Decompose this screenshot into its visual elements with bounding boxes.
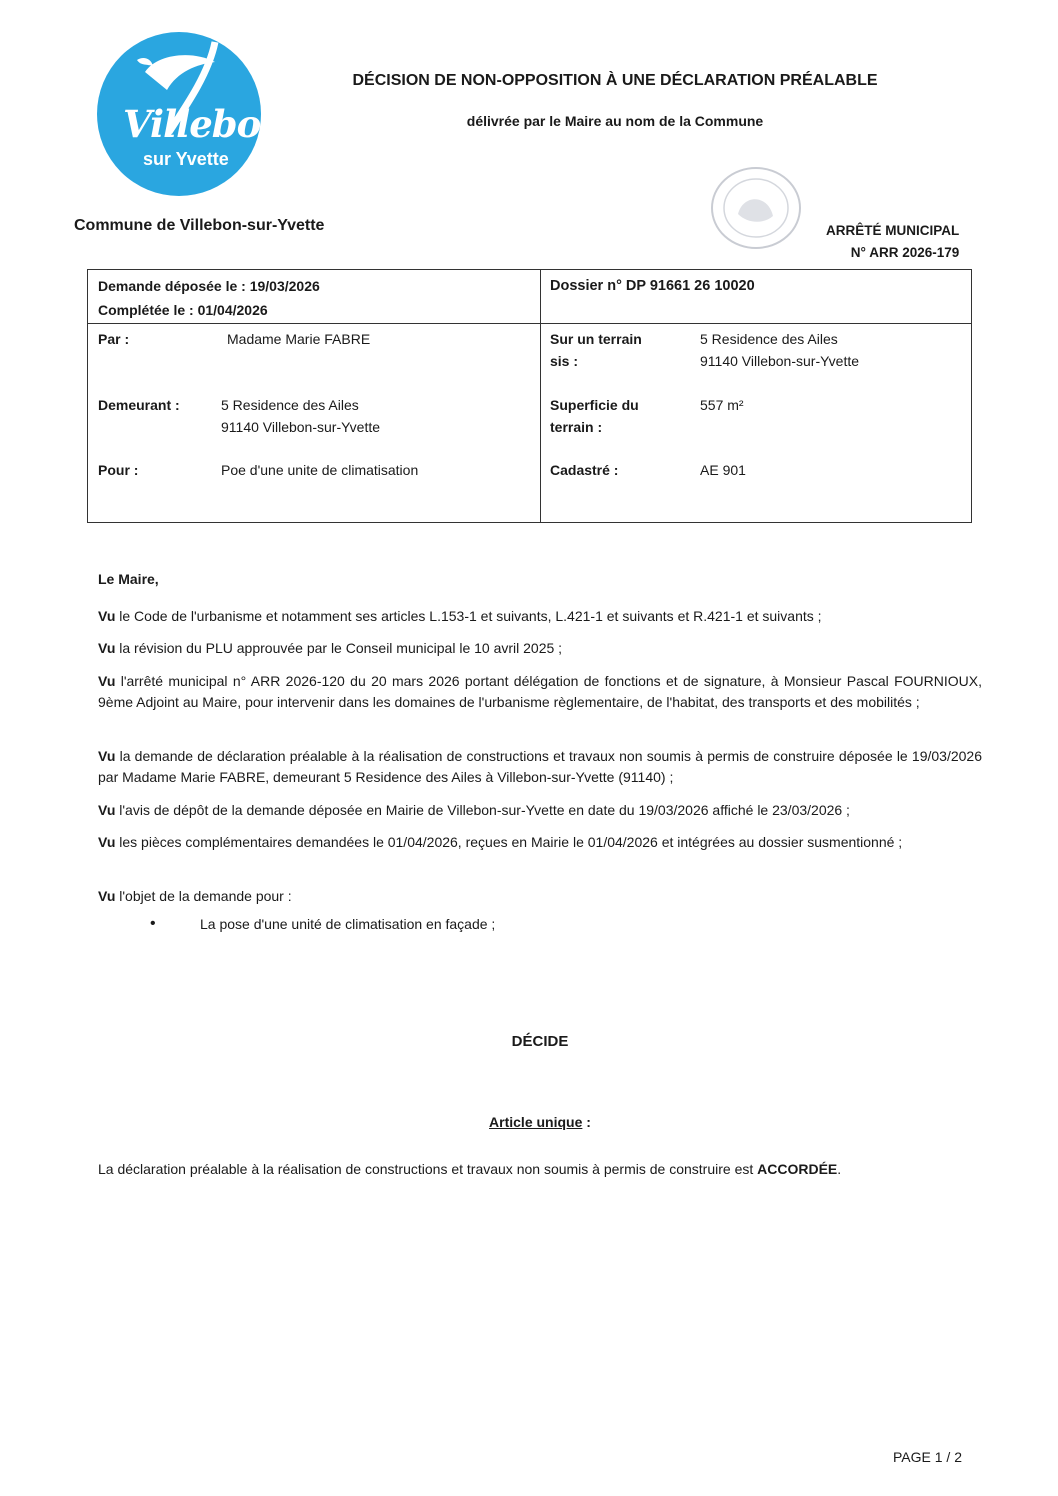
- terrain-address-line2: 91140 Villebon-sur-Yvette: [700, 353, 860, 369]
- pour-value: Poe d'une unite de climatisation: [221, 462, 419, 478]
- conclusion-text: La déclaration préalable à la réalisation de constructions et travaux non soumis à permis de construire est: [98, 1161, 758, 1177]
- vu-text: la demande de déclaration préalable à la réalisation de constructions et travaux non soumis à permis de construire déposée le 19/03/2026 par Madame Marie FABRE, demeurant 5 Residence des Ailes à Villebon-sur-Yvette (91140) ;: [98, 748, 982, 785]
- date-deposee: Demande déposée le : 19/03/2026: [98, 278, 320, 294]
- document-title: DÉCISION DE NON-OPPOSITION À UNE DÉCLARATION PRÉALABLE: [352, 72, 878, 89]
- vu-text: l'arrêté municipal n° ARR 2026-120 du 20 mars 2026 portant délégation de fonctions et de signature, à Monsieur Pascal FOURNIOUX, 9ème Adjoint au Maire, pour intervenir dans les domaines de l'urbanisme règlementaire, de l'habitat, des transports et des mobilités ;: [98, 673, 982, 710]
- terrain-label-line1: Sur un terrain: [550, 331, 642, 347]
- vu-keyword: Vu: [98, 802, 116, 818]
- vu-paragraph-5: [98, 800, 982, 821]
- terrain-address-line1: 5 Residence des Ailes: [700, 331, 838, 347]
- vu-keyword: Vu: [98, 608, 116, 624]
- superficie-value: 557 m²: [700, 397, 744, 413]
- logo-text-sur-yvette: sur Yvette: [143, 149, 229, 169]
- article-colon: :: [582, 1114, 591, 1130]
- terrain-address: [700, 328, 859, 372]
- vu-text: le Code de l'urbanisme et notamment ses articles L.153-1 et suivants, L.421-1 et suivants et R.421-1 et suivants ;: [115, 608, 822, 624]
- vu-paragraph-4: [98, 746, 982, 788]
- article-title: Article unique: [489, 1114, 583, 1130]
- demeurant-address: [221, 394, 380, 438]
- logo-text-villebon: Villebon: [123, 102, 287, 146]
- vu-text: les pièces complémentaires demandées le 01/04/2026, reçues en Mairie le 01/04/2026 et intégrées au dossier susmentionné ;: [115, 834, 903, 850]
- arrete-number: N° ARR 2026-179: [850, 245, 960, 260]
- vu-text: la révision du PLU approuvée par le Conseil municipal le 10 avril 2025 ;: [115, 640, 563, 656]
- arrete-label: ARRÊTÉ MUNICIPAL: [826, 223, 960, 238]
- vu-keyword: Vu: [98, 748, 116, 764]
- vu-text: l'avis de dépôt de la demande déposée en Mairie de Villebon-sur-Yvette en date du 19/03/2026 affiché le 23/03/2026 ;: [115, 802, 850, 818]
- request-info-box: [87, 269, 972, 523]
- arrete-reference: [826, 220, 959, 264]
- pour-label: Pour :: [98, 462, 139, 478]
- cadastre-label: Cadastré :: [550, 462, 619, 478]
- par-value: Madame Marie FABRE: [227, 331, 371, 347]
- vu-keyword: Vu: [98, 834, 116, 850]
- dossier-number: Dossier n° DP 91661 26 10020: [550, 278, 755, 294]
- demeurant-address-line2: 91140 Villebon-sur-Yvette: [221, 419, 381, 435]
- vu-text: l'objet de la demande pour :: [115, 888, 292, 904]
- vu-keyword: Vu: [98, 640, 116, 656]
- superficie-label: [550, 394, 639, 438]
- official-stamp: [698, 164, 810, 258]
- terrain-label: [550, 328, 642, 372]
- box-divider-vertical: [540, 270, 541, 522]
- demeurant-address-line1: 5 Residence des Ailes: [221, 397, 359, 413]
- vu-paragraph-3: [98, 671, 982, 713]
- conclusion-end: .: [837, 1161, 842, 1177]
- vu-paragraph-1: [98, 606, 982, 627]
- date-completee: Complétée le : 01/04/2026: [98, 302, 268, 318]
- commune-name: Commune de Villebon-sur-Yvette: [74, 217, 325, 234]
- vu-paragraph-6: [98, 832, 982, 853]
- article-heading: [0, 1114, 1058, 1130]
- villebon-logo: [97, 32, 287, 196]
- par-label: Par :: [98, 331, 130, 347]
- bullet-dot-icon: •: [150, 915, 156, 932]
- le-maire: Le Maire,: [98, 571, 159, 587]
- conclusion: [98, 1159, 841, 1180]
- document-subtitle: délivrée par le Maire au nom de la Commune: [466, 113, 764, 129]
- cadastre-value: AE 901: [700, 462, 746, 478]
- decide-heading: DÉCIDE: [511, 1033, 569, 1050]
- demeurant-label: Demeurant :: [98, 397, 180, 413]
- terrain-label-line2: sis :: [550, 353, 579, 369]
- vu-keyword: Vu: [98, 673, 116, 689]
- superficie-label-line1: Superficie du: [550, 397, 639, 413]
- vu-paragraph-7: [98, 886, 982, 907]
- box-divider-horizontal: [88, 323, 971, 324]
- superficie-label-line2: terrain :: [550, 419, 603, 435]
- conclusion-accordee: ACCORDÉE: [757, 1161, 838, 1177]
- bullet-item: La pose d'une unité de climatisation en façade ;: [200, 916, 496, 932]
- vu-paragraph-2: [98, 638, 982, 659]
- vu-keyword: Vu: [98, 888, 116, 904]
- page-number: PAGE 1 / 2: [893, 1449, 962, 1465]
